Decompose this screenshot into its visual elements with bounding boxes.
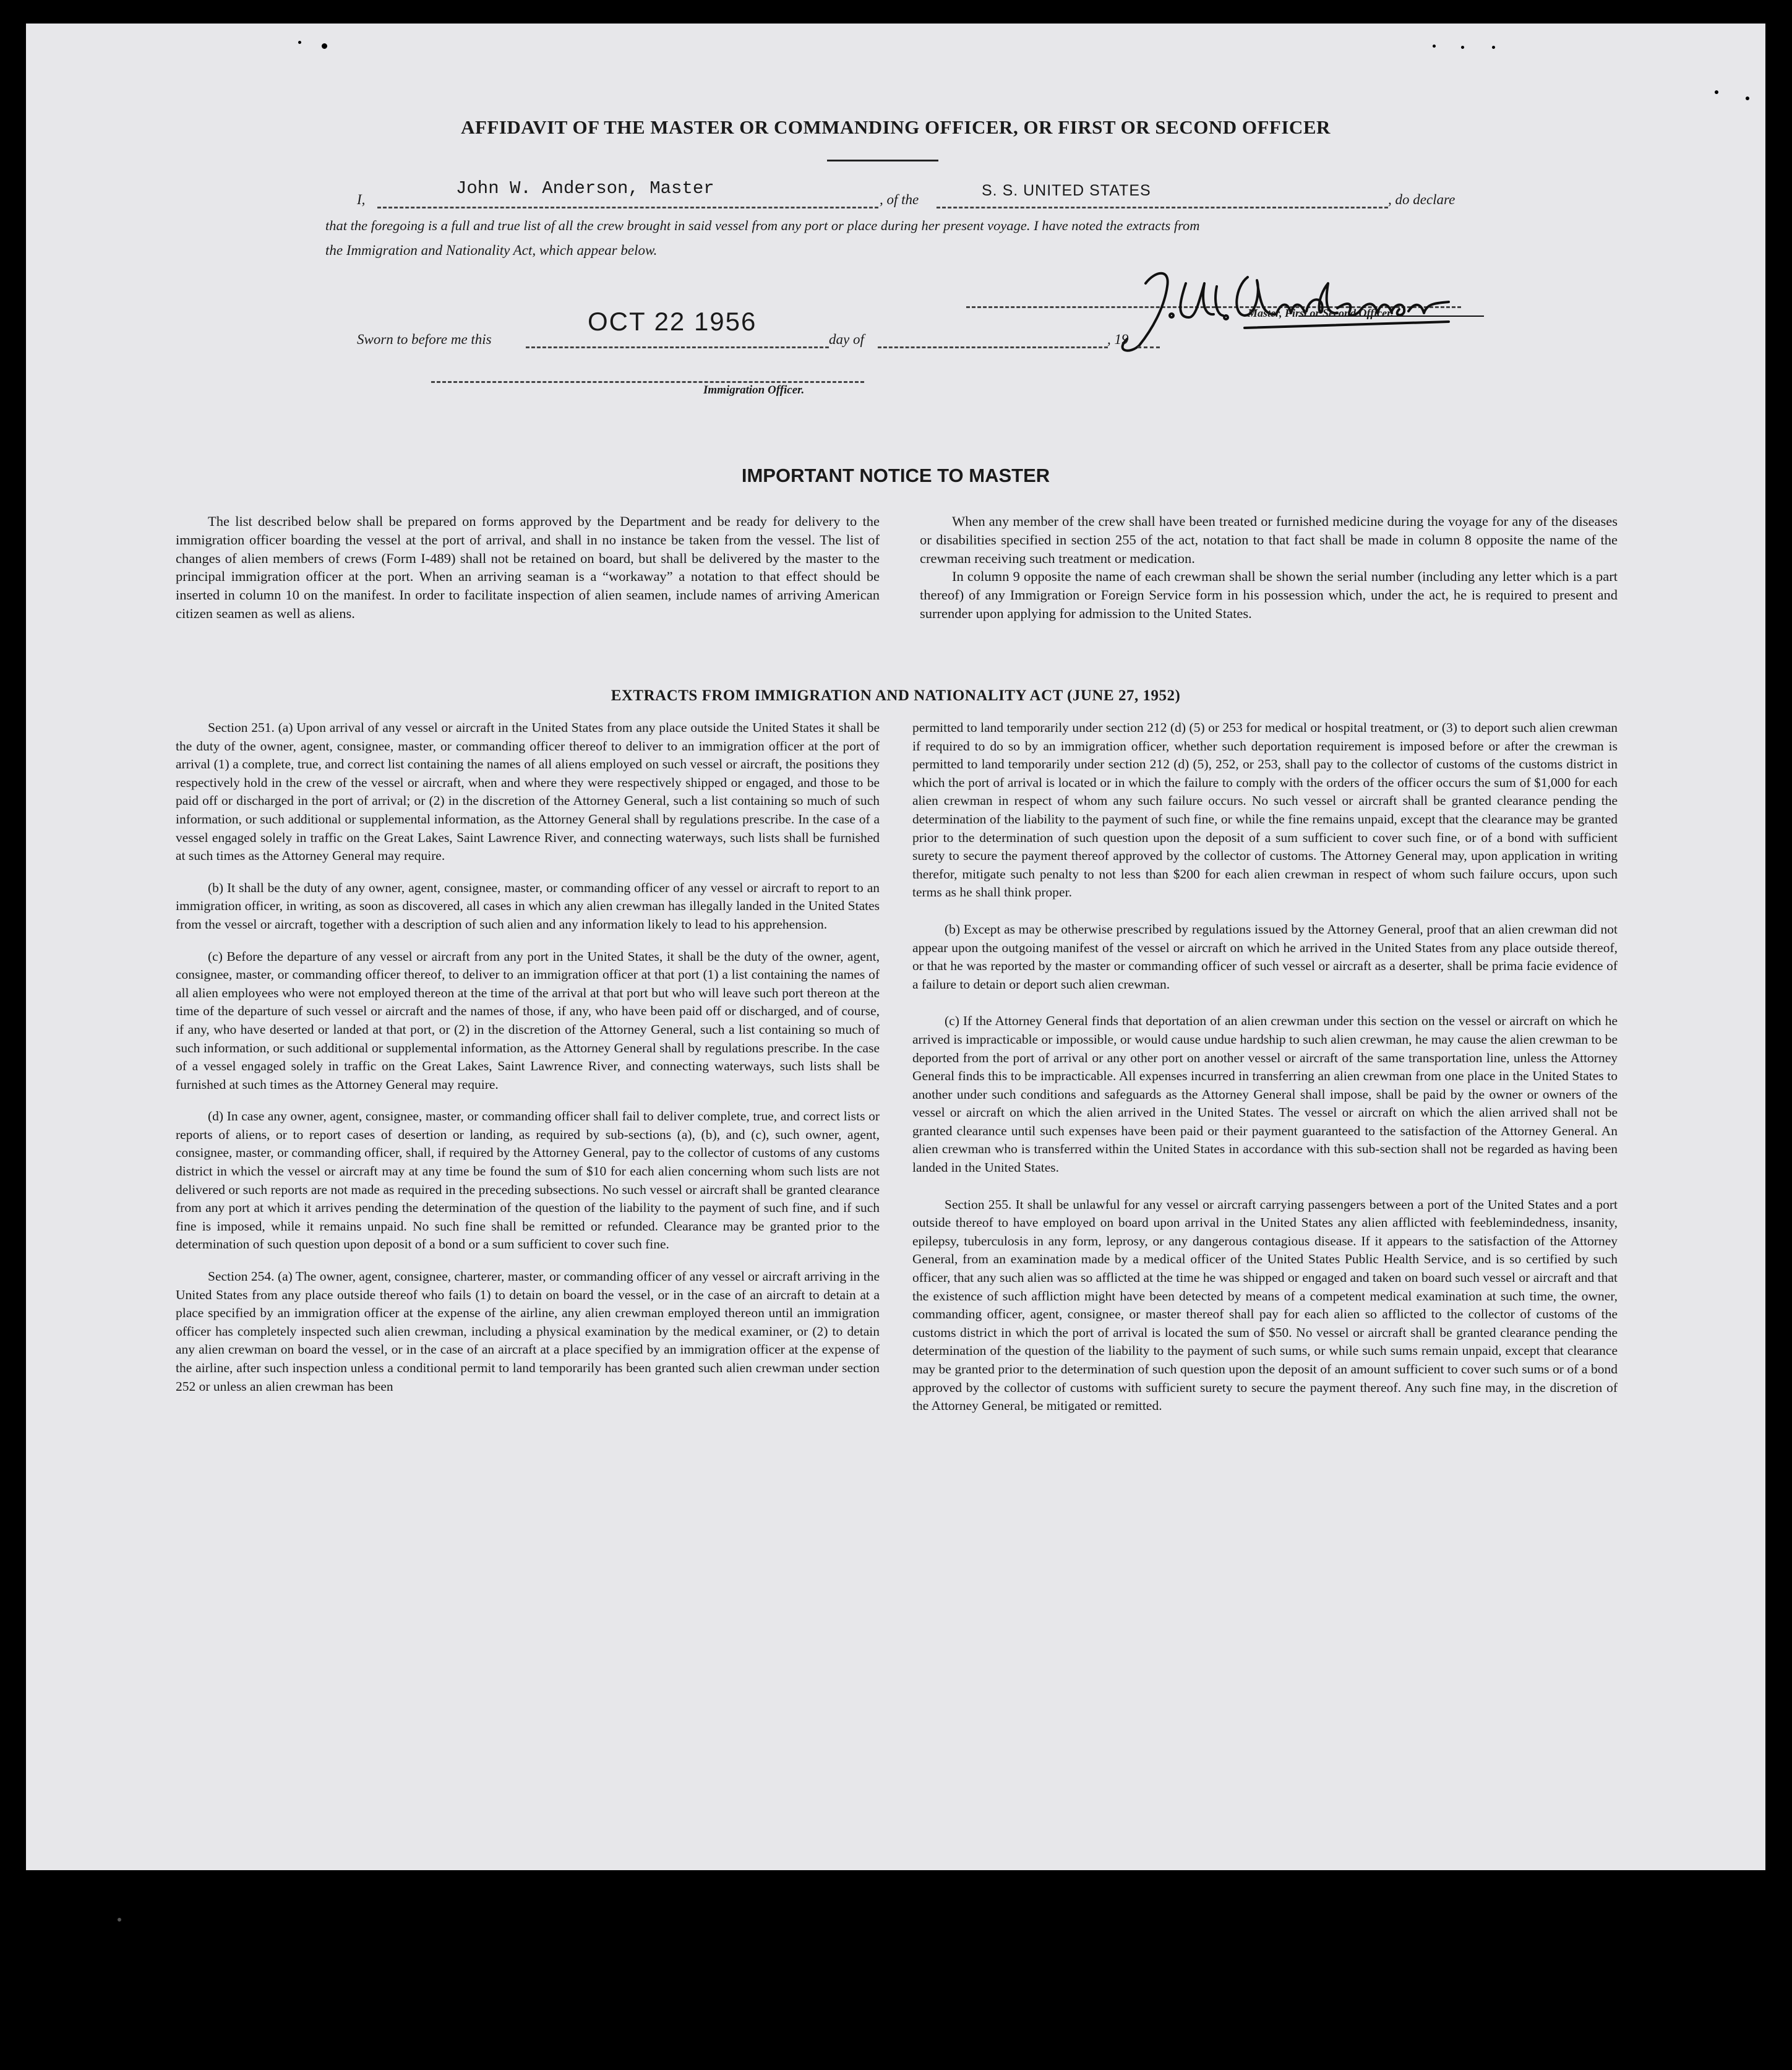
notice-paragraph: In column 9 opposite the name of each crewman shall be shown the serial number (including any letter which is a part thereof) of any Immigration or Foreign Service form in his possession which, under the act, he is required to present and surrender upon applying for admission to the United States.	[920, 569, 1618, 621]
month-line	[878, 346, 1108, 348]
scan-speck	[1492, 46, 1495, 49]
vessel-name-field: S. S. UNITED STATES	[982, 182, 1151, 199]
section-251-a: Section 251. (a) Upon arrival of any vessel or aircraft in the United States from any place outside the United States it shall be the duty of the owner, agent, consignee, master, or commanding officer thereof to deliver to an immigration officer at the port of arrival (1) a complete, true, and correct list containing the names of all aliens employed on such vessel or aircraft, the positions they respectively hold in the crew of the vessel or aircraft, when and where they were respectively shipped or engaged, and those to be paid off or discharged in the port of arrival; or (2) in the discretion of the Attorney General, such a list containing so much of such information, or such additional or supplemental information, as the Attorney General shall by regulations prescribe. In the case of a vessel engaged solely in traffic on the Great Lakes, Saint Lawrence River, and connecting waterways, such lists shall be furnished at such times as the Attorney General may require.	[176, 720, 880, 864]
signature-caption: Master, First or Second Officer.	[1248, 307, 1394, 319]
vessel-line	[937, 207, 1388, 208]
title-rule	[827, 160, 938, 161]
year-label: , 19	[1107, 332, 1129, 347]
section-254-a: Section 254. (a) The owner, agent, consignee, charterer, master, or commanding officer of any vessel or aircraft arriving in the United States from any place outside thereof who fails (1) to detain on board the vessel, or in the case of an aircraft to detain at a place specified by an immigration officer at the expense of the airline, any alien crewman employed thereon until an immigration officer has completely inspected such alien crewman, including a physical examination by the medical examiner, or (2) to detain any alien crewman on board the vessel, or in the case of an aircraft at a place specified by an immigration officer at the expense of the airline, after such inspection unless a conditional permit to land temporarily has been granted such alien crewman under section 252 or unless an alien crewman has been	[176, 1269, 880, 1394]
section-251-d: (d) In case any owner, agent, consignee, master, or commanding officer shall fail to deliver complete, true, and correct lists or reports of aliens, or to report cases of desertion or landing, as required by sub-sections (a), (b), and (c), such owner, agent, consignee, master, or commanding officer, shall, if required by the Attorney General, pay to the collector of customs of any customs district in which the vessel or aircraft may at any time be found the sum of $10 for each alien concerning whom such lists are not delivered or such reports are not made as required in the preceding subsections. No such vessel or aircraft shall be granted clearance from any port at which it arrives pending the determination of the question of the liability to the payment of such fine, and if such fine is imposed, while it remains unpaid. No such fine shall be remitted or refunded. Clearance may be granted prior to the determination of such question upon deposit of a bond or a sum sufficient to cover such fine.	[176, 1109, 880, 1252]
year-line	[1138, 346, 1160, 348]
document-page	[26, 24, 1765, 1870]
scan-speck	[1746, 97, 1749, 100]
section-251-b: (b) It shall be the duty of any owner, agent, consignee, master, or commanding officer of any vessel or aircraft to report to an immigration officer, in writing, as soon as discovered, all cases in which any alien crewman has illegally landed in the United States from the vessel or aircraft, together with a description of such alien and any information likely to lead to his apprehension.	[176, 880, 880, 932]
sworn-label: Sworn to before me this	[357, 332, 492, 347]
date-stamp: OCT 22 1956	[588, 307, 757, 336]
do-declare-label: , do declare	[1388, 192, 1455, 207]
section-254-b: (b) Except as may be otherwise prescribed by regulations issued by the Attorney General, proof that an alien crewman did not appear upon the outgoing manifest of the vessel or aircraft on which he arrived in the United States from any place outside thereof, or that he was reported by the master or commanding officer of such vessel or aircraft as a deserter, shall be prima facie evidence of a failure to detain or deport such alien crewman.	[912, 921, 1618, 992]
section-255: Section 255. It shall be unlawful for any vessel or aircraft carrying passengers between a port of the United States and a port outside thereof to have employed on board upon arrival in the United States any alien afflicted with feeblemindedness, insanity, epilepsy, tuberculosis in any form, leprosy, or any dangerous contagious disease. If it appears to the satisfaction of the Attorney General, from an examination made by a medical officer of the United States Public Health Service, and is so certified by such officer, that any such alien was so afflicted at the time he was shipped or engaged and taken on board such vessel or aircraft and that the existence of such affliction might have been detected by means of a competent medical examination at such time, the owner, commanding officer, agent, consignee, or master thereof shall pay for each alien so afflicted to the collector of customs of the customs district in which the port of arrival is located the sum of $50. No vessel or aircraft shall be granted clearance pending the determination of the question of the liability to the payment of such sums, or while such sums remain unpaid, except that clearance may be granted prior to the determination of such question upon the deposit of an amount sufficient to cover such sums or of a bond approved by the collector of customs with sufficient surety to secure the payment thereof. Any such fine may, in the discretion of the Attorney General, be mitigated or remitted.	[912, 1196, 1618, 1414]
declaration-text: that the foregoing is a full and true list of all the crew brought in said vessel from any port or place during her present voyage. I have noted the extracts from	[325, 218, 1200, 233]
strikethrough-mark	[1298, 316, 1484, 317]
notice-paragraph: When any member of the crew shall have been treated or furnished medicine during the voyage for any of the diseases or disabilities specified in section 255 of the act, notation to that fact shall be made in column 8 opposite the name of the crewman receiving such treatment or medication.	[920, 513, 1618, 566]
affidavit-title: AFFIDAVIT OF THE MASTER OR COMMANDING OFFICER, OR FIRST OR SECOND OFFICER	[461, 116, 1331, 138]
scan-speck	[1715, 90, 1718, 94]
i-label: I,	[357, 192, 366, 207]
scan-speck	[118, 1918, 121, 1922]
master-name-field: John W. Anderson, Master	[456, 178, 714, 199]
extracts-right-column	[912, 719, 1618, 1415]
notice-left-column	[176, 512, 880, 623]
day-of-label: day of	[829, 332, 864, 347]
scan-speck	[298, 41, 301, 44]
extracts-title: EXTRACTS FROM IMMIGRATION AND NATIONALITY ACT (JUNE 27, 1952)	[611, 687, 1181, 704]
notice-right-column	[920, 512, 1618, 623]
sworn-date-line	[526, 346, 829, 348]
officer-signature-line	[431, 381, 864, 383]
of-the-label: , of the	[880, 192, 919, 207]
extracts-left-column	[176, 719, 880, 1396]
section-251-c: (c) Before the departure of any vessel or aircraft from any port in the United States, it shall be the duty of the owner, agent, consignee, master, or commanding officer thereof, to deliver to an immigration officer at that port (1) a list containing the names of all alien employees who were not employed thereon at the time of the arrival at that port but who will leave such port thereon at the time of the departure of such vessel or aircraft and the names of those, if any, who have been paid off or discharged, and of course, if any, who have deserted or landed at that port, or (2) in the discretion of the Attorney General, such a list containing so much of such information, or such additional or supplemental information, as the Attorney General shall by regulations prescribe. In the case of a vessel engaged solely in traffic on the Great Lakes, Saint Lawrence River, and connecting waterways, such lists shall be furnished at such times as the Attorney General may require.	[176, 948, 880, 1092]
notice-paragraph: The list described below shall be prepared on forms approved by the Department and be ready for delivery to the immigration officer boarding the vessel at the port of arrival, and shall in no instance be taken from the vessel. The list of changes of alien members of crews (Form I-489) shall not be retained on board, but shall be delivered by the master to the principal immigration officer at the port. When an arriving seaman is a “workaway” a notation to that effect should be inserted in column 10 on the manifest. In order to facilitate inspection of alien seamen, include names of arriving American citizen seamen as well as aliens.	[176, 513, 880, 621]
notice-title: IMPORTANT NOTICE TO MASTER	[741, 465, 1050, 486]
section-254-a-continued: permitted to land temporarily under section 212 (d) (5) or 253 for medical or hospital treatment, or (3) to deport such alien crewman if required to do so by an immigration officer, whether such deportation requirement is imposed before or after the crewman is permitted to land temporarily under section 212 (d) (5), 252, or 253, shall pay to the collector of customs of the customs district in which the port of arrival is located or in which the failure to comply with the orders of the officer occurs the sum of $1,000 for each alien crewman in respect of whom any such failure occurs. No such vessel or aircraft shall be granted clearance pending the determination of the liability to the payment of such fine, or while the fine remains unpaid, except that the clearance may be granted prior to the determination of such question upon the deposit of a sum sufficient to cover such fine, or of a bond with sufficient surety to secure the payment thereof approved by the collector of customs. The Attorney General may, upon application in writing therefor, mitigate such penalty to not less than $200 for each alien crewman in respect of whom such failure occurs, upon such terms as he shall think proper.	[912, 720, 1618, 900]
scan-speck	[322, 43, 327, 49]
scan-speck	[1461, 46, 1464, 49]
section-254-c: (c) If the Attorney General finds that deportation of an alien crewman under this section on the vessel or aircraft on which he arrived is impracticable or impossible, or would cause undue hardship to such alien crewman, he may cause the alien crewman to be deported from the port of arrival or any other port on another vessel or aircraft of the same transportation line, unless the Attorney General finds this to be impracticable. All expenses incurred in transferring an alien crewman from one place in the United States to another under such conditions and safeguards as the Attorney General shall impose, shall be paid by the owner or owners of the vessel or aircraft on which the alien arrived in the United States. The vessel or aircraft on which the alien arrived shall not be granted clearance until such expenses have been paid or their payment guaranteed to the satisfaction of the Attorney General. An alien crewman who is transferred within the United States in accordance with this sub-section shall not be regarded as having been landed in the United States.	[912, 1013, 1618, 1175]
officer-caption: Immigration Officer.	[703, 384, 805, 397]
declaration-text-continued: the Immigration and Nationality Act, which appear below.	[325, 243, 658, 258]
name-line	[377, 207, 878, 208]
scan-speck	[1433, 45, 1436, 48]
